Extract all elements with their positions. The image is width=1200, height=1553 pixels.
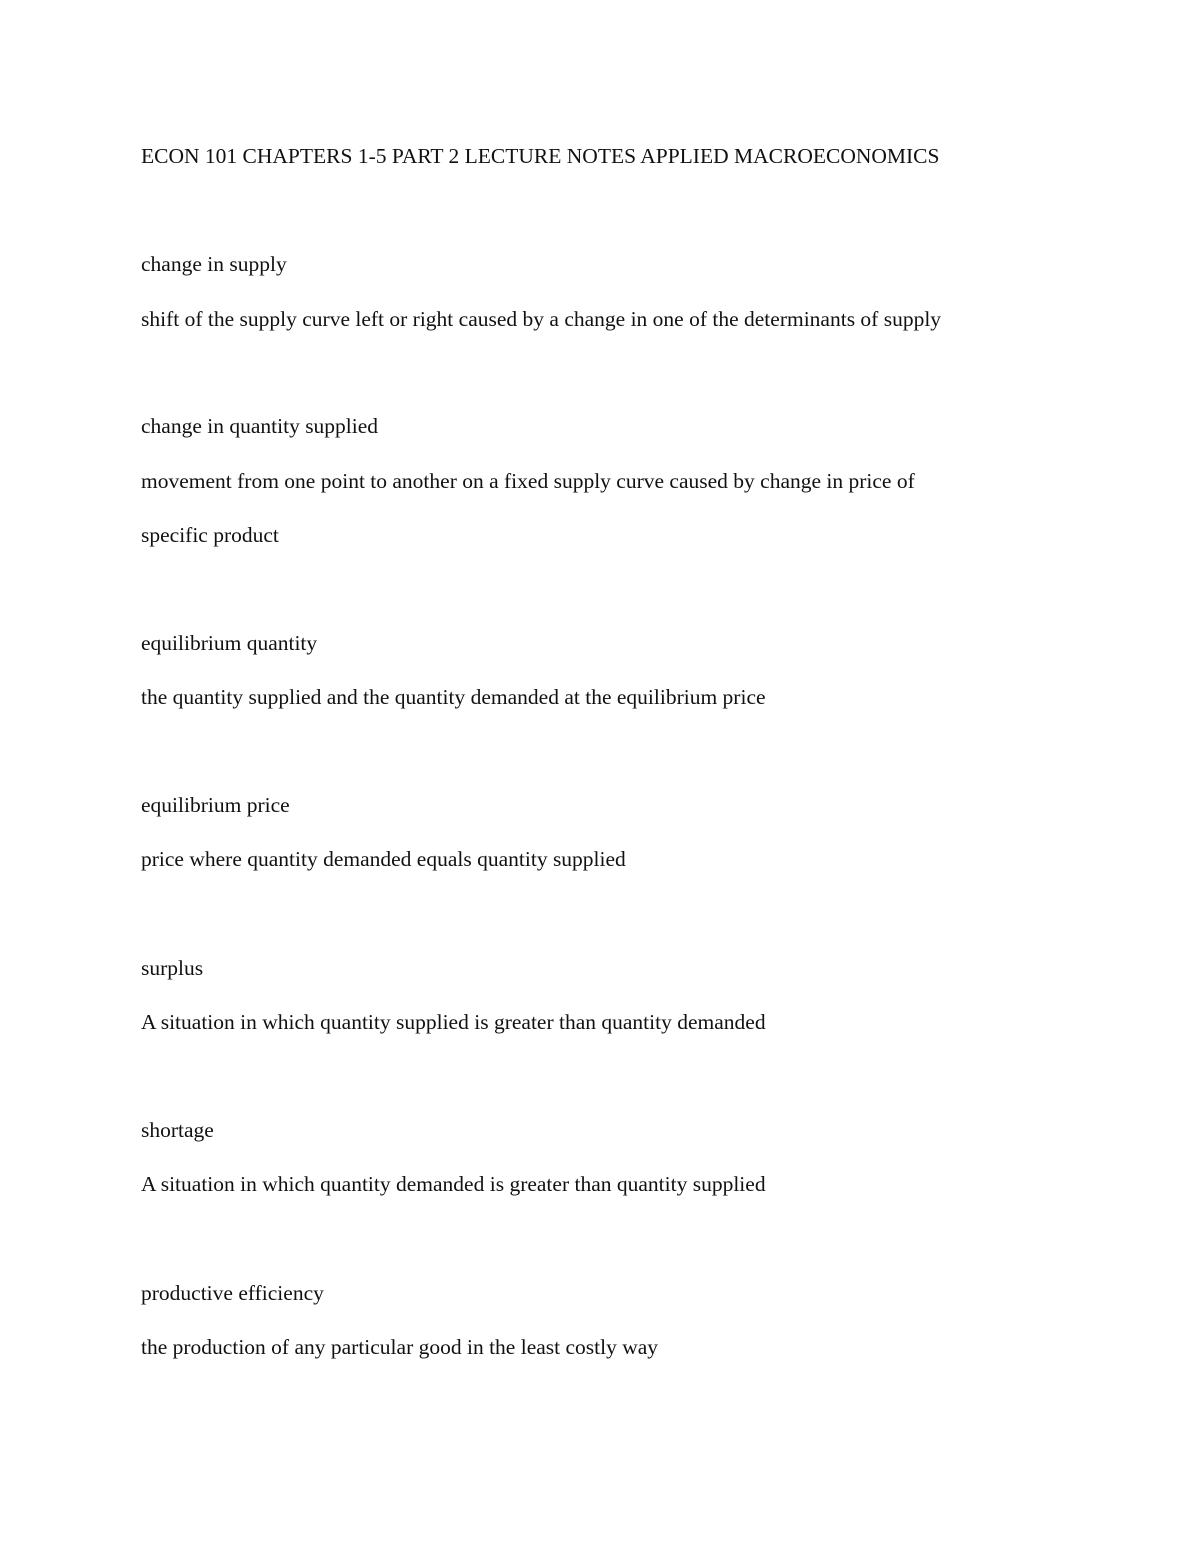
document-title: ECON 101 CHAPTERS 1-5 PART 2 LECTURE NOTES APPLIED MACROECONOMICS xyxy=(141,144,940,168)
term-productive-efficiency: productive efficiency xyxy=(141,1281,324,1305)
definition-equilibrium-price: price where quantity demanded equals quantity supplied xyxy=(141,847,626,871)
definition-equilibrium-quantity: the quantity supplied and the quantity demanded at the equilibrium price xyxy=(141,685,766,709)
term-equilibrium-price: equilibrium price xyxy=(141,793,290,817)
term-shortage: shortage xyxy=(141,1118,214,1142)
term-surplus: surplus xyxy=(141,956,204,980)
definition-change-in-supply: shift of the supply curve left or right caused by a change in one of the determinants of supply xyxy=(141,307,942,331)
term-equilibrium-quantity: equilibrium quantity xyxy=(141,631,318,655)
term-change-in-quantity-supplied: change in quantity supplied xyxy=(141,414,379,438)
definition-change-in-quantity-supplied-line-1: movement from one point to another on a fixed supply curve caused by change in price of xyxy=(141,469,915,493)
definition-productive-efficiency: the production of any particular good in the least costly way xyxy=(141,1335,659,1359)
definition-surplus: A situation in which quantity supplied is greater than quantity demanded xyxy=(141,1010,766,1034)
definition-change-in-quantity-supplied-line-2: specific product xyxy=(141,523,279,547)
definition-shortage: A situation in which quantity demanded is greater than quantity supplied xyxy=(141,1172,766,1196)
term-change-in-supply: change in supply xyxy=(141,252,287,276)
